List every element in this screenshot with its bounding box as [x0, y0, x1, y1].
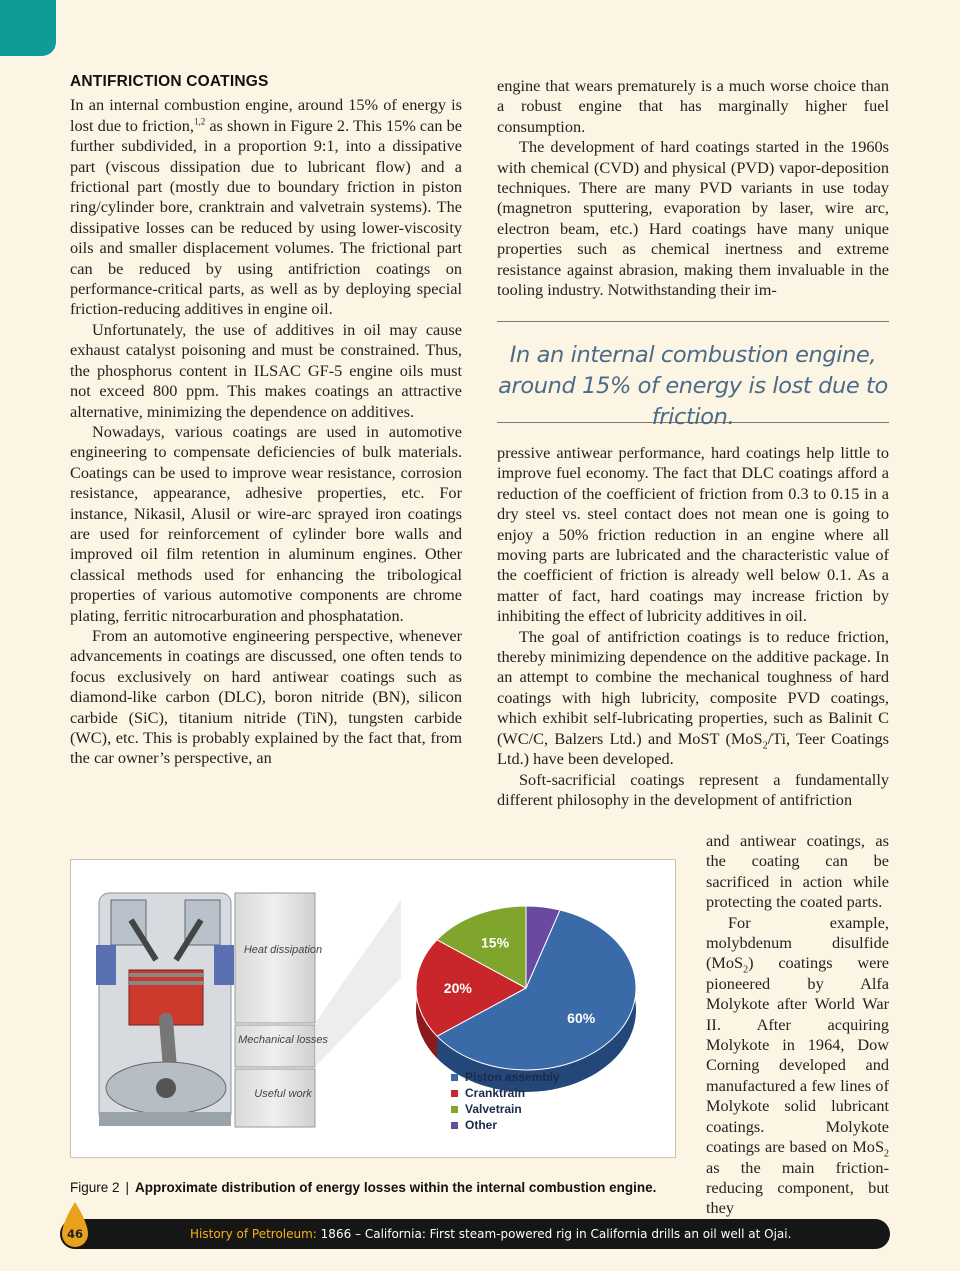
pull-quote-text: In an internal combustion engine, around 15% of energy is lost due to friction.: [498, 342, 888, 430]
citation: 1,2: [193, 116, 206, 127]
legend-item: Piston assembly: [465, 1070, 560, 1084]
paragraph: The goal of antifriction coatings is to reduce friction, thereby minimizing dependence on the additive package. In an attempt to combine the mechanical toughness of hard coatings with high lubricity, composite PVD coatings, which exhibit self-lubricating properties, such as Balinit C (WC/C, Balzers Ltd.) and MoST (MoS$_2$/Ti, Teer Coatings Ltd.) have been developed.: [497, 626, 889, 769]
paragraph: and antiwear coatings, as the coating can be sacrificed in action while protecting the coated parts.: [706, 831, 889, 912]
pull-quote: [497, 321, 889, 430]
bar-label: Mechanical losses: [238, 1034, 328, 1046]
figure-2-graphic: [71, 860, 675, 1157]
footer-bar: [60, 1219, 890, 1249]
paragraph: In an internal combustion engine, around 15% of energy is lost due to friction,$^{1,2}$ as shown in Figure 2. This 15% can be further subdivided, in a proportion 9:1, into a dissipative part (viscous dissipation due to lubricant flow) and a frictional part (mostly due to boundary friction in piston ring/cylinder bore, cranktrain and valvetrain systems). The dissipative losses can be reduced by using lower-viscosity oils and smaller displacement volumes. The frictional part can be reduced by using antifriction coatings on performance-critical parts, as well as by deploying special friction-reducing additives in engine oil.: [70, 95, 462, 319]
left-column: [70, 72, 462, 769]
paragraph: From an automotive engineering perspective, whenever advancements in coatings are discussed, one often tends to focus exclusively on hard antiwear coatings such as diamond-like carbon (DLC), boron nitride (BN), silicon carbide (SiC), titanium nitride (TiN), tungsten carbide (WC), etc. This is probably explained by the fact that, from the car owner’s perspective, an: [70, 625, 462, 768]
figure-2: [70, 859, 676, 1158]
right-column-bottom: [497, 443, 889, 810]
bar-label: Heat dissipation: [243, 944, 323, 956]
pie-chart: [416, 906, 636, 1092]
pie-data-label: 60%: [567, 1009, 596, 1026]
history-note: History of Petroleum: 1866 – California: First steam-powered rig in California drills an oil well at Ojai.: [190, 1227, 792, 1241]
bar-label: Useful work: [254, 1088, 312, 1100]
pie-data-label: 20%: [443, 980, 472, 996]
paragraph: engine that wears prematurely is a much worse choice than a robust engine that has marginally higher fuel consumption.: [497, 76, 889, 136]
legend-item: Valvetrain: [465, 1102, 522, 1116]
page-number: 46: [66, 1227, 83, 1241]
mechanical-losses-bar: [235, 1025, 315, 1067]
paragraph: Soft-sacrificial coatings represent a fundamentally different philosophy in the development of antifriction: [497, 769, 889, 809]
narrow-column: [706, 831, 889, 1219]
legend-item: Other: [465, 1118, 498, 1132]
legend-swatch: [451, 1122, 458, 1129]
legend: [451, 1070, 560, 1132]
oil-drop-icon: [58, 1200, 92, 1250]
legend-swatch: [451, 1090, 458, 1097]
paragraph: Unfortunately, the use of additives in oil may cause exhaust catalyst poisoning and must be constrained. Thus, the phosphorus content in ILSAC GF-5 engine oils must not exceed 800 ppm. This makes coatings an attractive alternative, minimizing the dependence on additives.: [70, 319, 462, 421]
legend-swatch: [451, 1074, 458, 1081]
engine-illustration: [96, 893, 234, 1126]
figure-caption: [70, 1180, 656, 1195]
right-column-top: [497, 76, 889, 300]
section-heading: ANTIFRICTION COATINGS: [70, 73, 269, 90]
legend-item: Cranktrain: [465, 1086, 526, 1100]
paragraph: The development of hard coatings started in the 1960s with chemical (CVD) and physical (PVD) vapor-deposition techniques. There are many PVD variants in use today (magnetron sputtering, evaporation by laser, wire arc, electron beam, etc.) Hard coatings have many unique properties such as chemical inertness and extreme resistance against abrasion, making them invaluable in the tooling industry. Notwithstanding their im-: [497, 137, 889, 300]
paragraph: Nowadays, various coatings are used in automotive engineering to compensate deficiencies of bulk materials. Coatings can be used to improve wear resistance, corrosion resistance, appearance, adhesive properties, etc. For instance, Nikasil, Alusil or wire-arc sprayed iron coatings are used for reinforcement of cylinder bore walls and improved oil film retention in aluminum engines. Other classical methods used for enhancing the tribological properties of various automotive components are chrome plating, ferritic nitrocarburation and phosphatation.: [70, 421, 462, 625]
caption-text: Approximate distribution of energy losses within the internal combustion engine.: [135, 1180, 657, 1195]
pie-data-label: 15%: [481, 934, 510, 951]
paragraph: pressive antiwear performance, hard coatings help little to improve fuel economy. The fact that DLC coatings afford a reduction of the coefficient of friction from 0.3 to 0.15 in a dry steel vs. steel contact does not mean one is going to enjoy a 50% friction reduction in an engine where all moving parts are lubricated and the characteristic value of the coefficient of friction is already well below 0.1. As a matter of fact, hard coatings may increase friction by inhibiting the effect of lubricity additives in oil.: [497, 443, 889, 626]
caption-label: Figure 2: [70, 1180, 120, 1195]
heat-dissipation-bar: [235, 893, 315, 1023]
caption-separator: |: [125, 1180, 130, 1195]
legend-swatch: [451, 1106, 458, 1113]
paragraph: For example, molybdenum disulfide (MoS$_2$) coatings were pioneered by Alfa Molykote after World War II. After acquiring Molykote in 1964, Dow Corning developed and manufactured a few lines of Molykote solid lubricant coatings. Molykote coatings are based on MoS$_2$ as the main friction-reducing component, but they: [706, 912, 889, 1218]
corner-tab: [0, 0, 56, 56]
